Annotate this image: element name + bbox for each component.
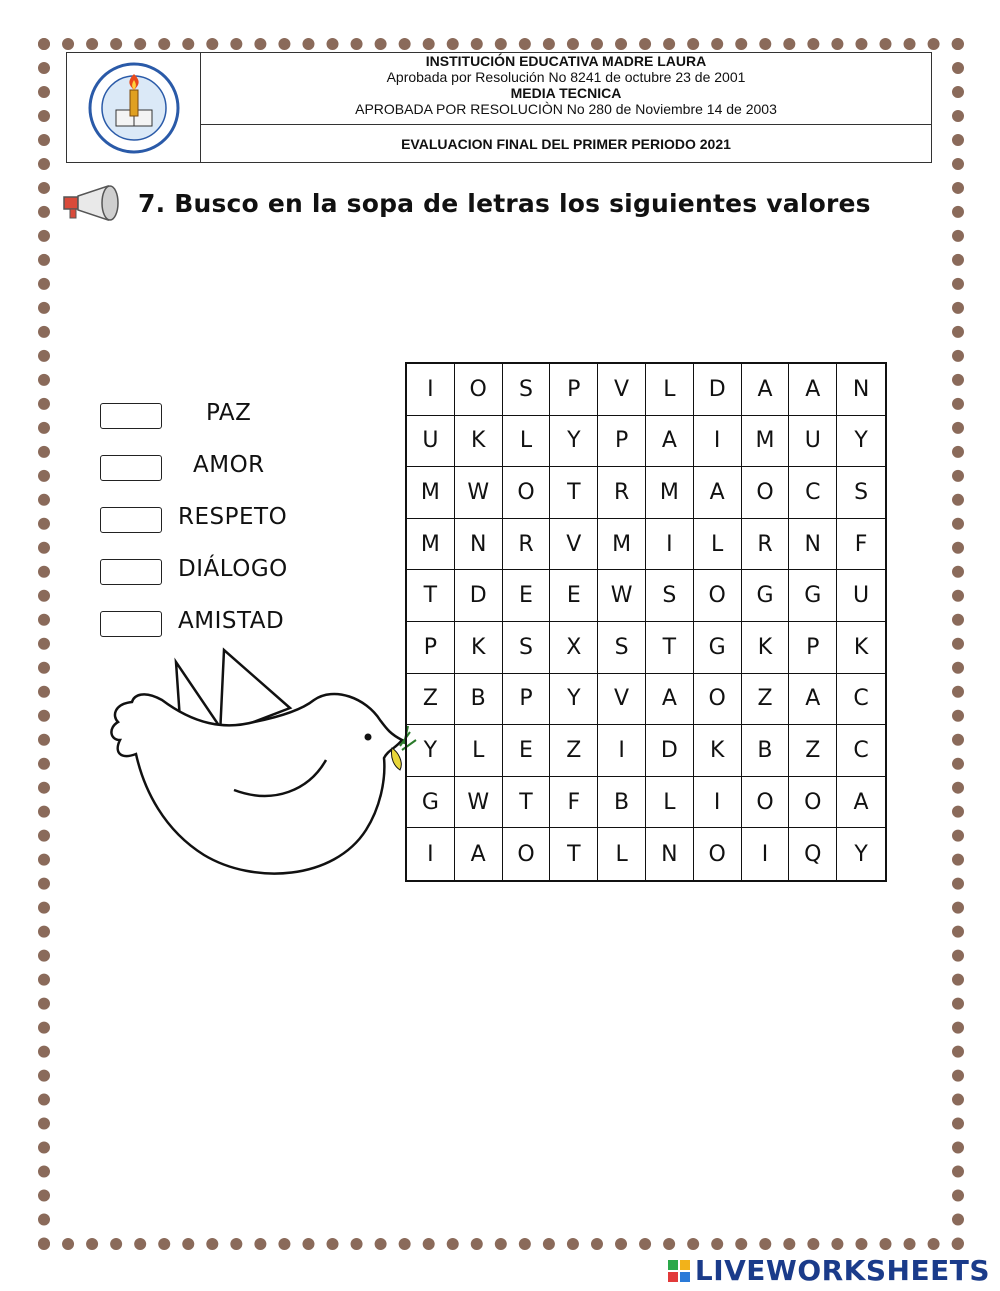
grid-cell[interactable]: S xyxy=(598,622,646,674)
grid-cell[interactable]: A xyxy=(789,674,837,726)
grid-cell[interactable]: I xyxy=(694,416,742,468)
header-table xyxy=(66,52,932,163)
grid-cell[interactable]: E xyxy=(550,570,598,622)
grid-cell[interactable]: A xyxy=(646,674,694,726)
institution-name: INSTITUCIÓN EDUCATIVA MADRE LAURA xyxy=(425,53,707,69)
grid-cell[interactable]: N xyxy=(455,519,503,571)
grid-cell[interactable]: Y xyxy=(550,674,598,726)
word-search-grid xyxy=(405,362,887,882)
grid-cell[interactable]: L xyxy=(646,364,694,416)
grid-cell[interactable]: S xyxy=(837,467,885,519)
grid-cell[interactable]: G xyxy=(789,570,837,622)
grid-cell[interactable]: Z xyxy=(742,674,790,726)
answer-box-2[interactable] xyxy=(100,455,162,481)
approval-line-1: Aprobada por Resolución No 8241 de octubre 23 de 2001 xyxy=(386,69,746,85)
word-label: DIÁLOGO xyxy=(178,556,288,582)
grid-cell[interactable]: Y xyxy=(407,725,455,777)
instruction xyxy=(62,184,871,222)
grid-cell[interactable]: V xyxy=(550,519,598,571)
grid-cell[interactable]: R xyxy=(598,467,646,519)
grid-cell[interactable]: K xyxy=(455,622,503,674)
grid-cell[interactable]: W xyxy=(598,570,646,622)
grid-cell[interactable]: Y xyxy=(854,841,868,867)
grid-cell[interactable]: Z xyxy=(550,725,598,777)
grid-cell[interactable]: M xyxy=(407,519,455,571)
grid-cell[interactable]: T xyxy=(550,828,598,880)
grid-cell[interactable]: V xyxy=(598,364,646,416)
grid-cell[interactable]: K xyxy=(837,622,885,674)
word-label: PAZ xyxy=(206,400,252,426)
grid-cell[interactable]: O xyxy=(694,570,742,622)
word-label: AMOR xyxy=(193,452,265,478)
grid-cell[interactable]: M xyxy=(742,416,790,468)
grid-cell[interactable]: F xyxy=(550,777,598,829)
grid-cell[interactable]: I xyxy=(407,828,455,880)
grid-cell[interactable]: G xyxy=(694,622,742,674)
grid-cell[interactable]: Z xyxy=(789,725,837,777)
grid-cell[interactable]: T xyxy=(503,777,551,829)
grid-cell[interactable]: O xyxy=(694,828,742,880)
grid-cell[interactable]: O xyxy=(789,777,837,829)
instruction-text: 7. Busco en la sopa de letras los siguientes valores xyxy=(138,188,871,218)
grid-cell[interactable]: N xyxy=(646,828,694,880)
grid-cell[interactable]: R xyxy=(503,519,551,571)
grid-cell[interactable]: A xyxy=(837,777,885,829)
grid-cell[interactable]: W xyxy=(455,777,503,829)
grid-cell[interactable]: P xyxy=(503,674,551,726)
grid-cell[interactable]: O xyxy=(503,828,551,880)
grid-cell[interactable]: E xyxy=(503,570,551,622)
grid-cell[interactable]: O xyxy=(503,467,551,519)
grid-cell[interactable]: C xyxy=(837,674,885,726)
school-seal-icon xyxy=(86,60,182,156)
answer-box-3[interactable] xyxy=(100,507,162,533)
grid-cell[interactable]: S xyxy=(503,364,551,416)
header-info xyxy=(201,53,931,125)
grid-cell[interactable]: L xyxy=(598,828,646,880)
grid-cell[interactable]: E xyxy=(503,725,551,777)
grid-cell[interactable]: A xyxy=(789,364,837,416)
grid-cell[interactable]: I xyxy=(694,777,742,829)
grid-cell[interactable]: C xyxy=(837,725,885,777)
grid-cell[interactable]: P xyxy=(407,622,455,674)
grid-cell[interactable]: A xyxy=(455,828,503,880)
grid-cell[interactable]: U xyxy=(407,416,455,468)
grid-cell[interactable]: K xyxy=(694,725,742,777)
grid-cell[interactable]: S xyxy=(503,622,551,674)
exam-title: EVALUACION FINAL DEL PRIMER PERIODO 2021 xyxy=(401,135,731,152)
grid-cell[interactable]: T xyxy=(407,570,455,622)
grid-cell[interactable]: I xyxy=(407,364,455,416)
grid-cell[interactable]: A xyxy=(694,467,742,519)
grid-cell[interactable]: U xyxy=(837,570,885,622)
grid-cell[interactable]: D xyxy=(694,364,742,416)
grid-cell[interactable]: I xyxy=(742,828,790,880)
grid-cell[interactable]: Q xyxy=(789,828,837,880)
answer-box-1[interactable] xyxy=(100,403,162,429)
liveworksheets-logo-icon xyxy=(667,1259,691,1283)
grid-cell[interactable]: T xyxy=(550,467,598,519)
grid-cell[interactable]: G xyxy=(407,777,455,829)
grid-cell[interactable]: K xyxy=(742,622,790,674)
program-name: MEDIA TECNICA xyxy=(510,85,622,101)
grid-cell[interactable]: A xyxy=(742,364,790,416)
grid-cell[interactable]: Z xyxy=(407,674,455,726)
grid-cell[interactable]: R xyxy=(742,519,790,571)
grid-cell[interactable]: P xyxy=(789,622,837,674)
grid-cell[interactable]: B xyxy=(455,674,503,726)
grid-cell[interactable]: P xyxy=(550,364,598,416)
grid-cell[interactable]: D xyxy=(455,570,503,622)
grid-cell[interactable]: O xyxy=(742,467,790,519)
grid-cell[interactable]: T xyxy=(646,622,694,674)
grid-cell[interactable]: M xyxy=(407,467,455,519)
grid-cell[interactable]: S xyxy=(646,570,694,622)
grid-cell[interactable]: X xyxy=(550,622,598,674)
grid-cell[interactable]: L xyxy=(455,725,503,777)
grid-cell[interactable]: G xyxy=(742,570,790,622)
grid-cell[interactable]: W xyxy=(455,467,503,519)
dove-icon xyxy=(104,640,424,900)
grid-cell[interactable]: Y xyxy=(550,416,598,468)
grid-cell[interactable]: I xyxy=(646,519,694,571)
grid-cell[interactable]: K xyxy=(455,416,503,468)
grid-cell[interactable]: I xyxy=(598,725,646,777)
grid-cell[interactable]: D xyxy=(646,725,694,777)
megaphone-icon xyxy=(62,184,126,222)
grid-cell[interactable]: B xyxy=(742,725,790,777)
grid-cell[interactable]: F xyxy=(837,519,885,571)
grid-cell[interactable]: N xyxy=(837,364,885,416)
grid-cell[interactable]: L xyxy=(694,519,742,571)
grid-cell[interactable]: M xyxy=(646,467,694,519)
word-label: AMISTAD xyxy=(178,608,285,634)
liveworksheets-brand: LIVEWORKSHEETS xyxy=(694,1254,990,1287)
grid-cell[interactable]: A xyxy=(646,416,694,468)
answer-box-5[interactable] xyxy=(100,611,162,637)
footer-logo xyxy=(667,1254,990,1287)
grid-cell[interactable]: B xyxy=(598,777,646,829)
school-logo xyxy=(67,53,201,162)
word-label: RESPETO xyxy=(178,504,288,530)
grid-cell[interactable]: U xyxy=(789,416,837,468)
grid-cell[interactable]: L xyxy=(503,416,551,468)
grid-cell[interactable]: C xyxy=(789,467,837,519)
grid-cell[interactable]: M xyxy=(598,519,646,571)
approval-line-2: APROBADA POR RESOLUCIÒN No 280 de Noviembre 14 de 2003 xyxy=(355,101,777,117)
grid-cell[interactable]: V xyxy=(598,674,646,726)
grid-cell[interactable]: Y xyxy=(837,416,885,468)
grid-cell[interactable]: O xyxy=(742,777,790,829)
grid-cell[interactable]: O xyxy=(694,674,742,726)
grid-cell[interactable]: L xyxy=(646,777,694,829)
answer-box-4[interactable] xyxy=(100,559,162,585)
grid-cell[interactable]: N xyxy=(789,519,837,571)
grid-cell[interactable]: O xyxy=(455,364,503,416)
grid-cell[interactable]: P xyxy=(598,416,646,468)
